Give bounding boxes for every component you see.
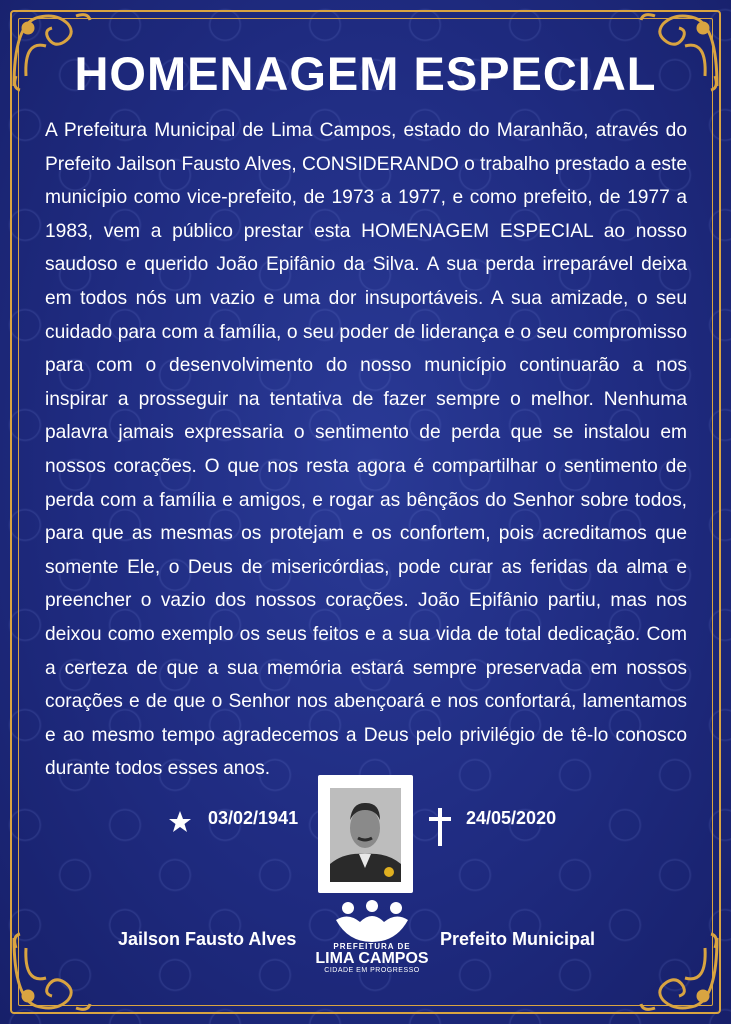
portrait-frame: [318, 775, 413, 893]
corner-ornament-icon: [635, 928, 725, 1018]
portrait-photo: [330, 788, 401, 882]
signer-name: Jailson Fausto Alves: [118, 929, 297, 949]
logo-name: LIMA CAMPOS: [315, 950, 429, 967]
birth-date: 03/02/1941: [208, 808, 299, 828]
logo-prefix: PREFEITURA DE: [333, 942, 411, 951]
logo-slogan: CIDADE EM PROGRESSO: [324, 967, 420, 974]
signer-role: Prefeito Municipal: [440, 929, 596, 949]
municipality-logo: [312, 900, 432, 990]
cross-icon: [427, 808, 453, 846]
death-date: 24/05/2020: [466, 808, 557, 828]
star-icon: [168, 810, 192, 834]
tribute-text: A Prefeitura Municipal de Lima Campos, estado do Maranhão, através do Prefeito Jailson Fausto Alves, CONSIDERANDO o trabalho prestado a este município como vice-prefeito, de 1973 a 1977, e como prefeito, de 1977 a 1983, vem a público prestar esta HOMENAGEM ESPECIAL ao nosso saudoso e querido João Epifânio da Silva. A sua perda irreparável deixa em todos nós um vazio e uma dor insuportáveis. A sua amizade, o seu cuidado para com a família, o seu poder de liderança e o seu compromisso para com o desenvolvimento do nosso município continuarão a nos inspirar a prosseguir na tentativa de fazer sempre o melhor. Nenhuma palavra jamais expressaria o sentimento de perda que se instalou em nossos corações. O que nos resta agora é compartilhar o sentimento de perda com a família e amigos, e rogar as bênçãos do Senhor sobre todos, para que as mesmas os protejam e os confortem, pois acreditamos que somente Ele, o Deus de misericórdias, pode curar as feridas da alma e preencher o vazio dos nossos corações. João Epifânio partiu, mas nos deixou como exemplo os seus feitos e a sua vida de total dedicação. Com a certeza de que a sua memória estará sempre preservada em nossos corações e de que o Senhor nos abençoará e nos confortará, lamentamos e ao mesmo tempo agradecemos a Deus pelo privilégio de tê-lo conosco durante todos esses anos.: [45, 120, 688, 780]
people-icon: [332, 900, 412, 944]
corner-ornament-icon: [6, 928, 96, 1018]
page-title: HOMENAGEM ESPECIAL: [74, 47, 657, 100]
